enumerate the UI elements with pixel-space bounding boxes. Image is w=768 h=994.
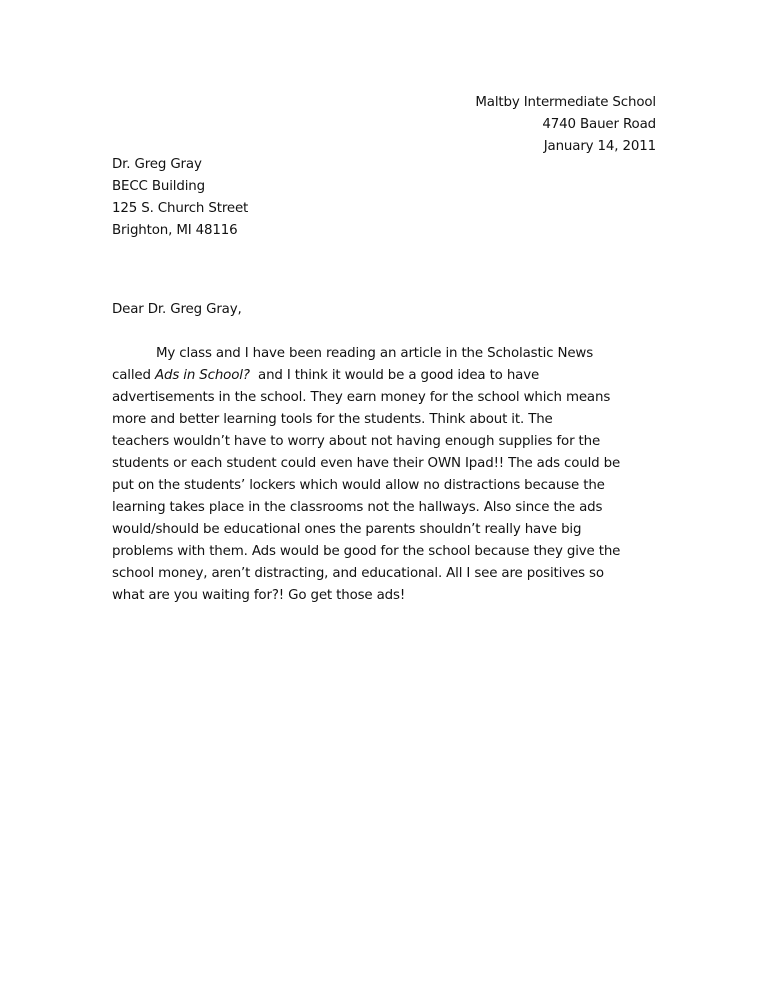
sender-school: Maltby Intermediate School bbox=[475, 95, 656, 110]
sender-street: 4740 Bauer Road bbox=[542, 117, 656, 132]
body-line: what are you waiting for?! Go get those ads! bbox=[112, 588, 406, 603]
body-line: problems with them. Ads would be good for the school because they give the bbox=[112, 544, 621, 559]
salutation: Dear Dr. Greg Gray, bbox=[112, 302, 242, 317]
letter-body-paragraph bbox=[112, 343, 660, 607]
recipient-building: BECC Building bbox=[112, 179, 205, 194]
body-line: would/should be educational ones the parents shouldn’t really have big bbox=[112, 522, 582, 537]
recipient-street: 125 S. Church Street bbox=[112, 201, 249, 216]
recipient-city-state-zip: Brighton, MI 48116 bbox=[112, 223, 238, 238]
recipient-address-block bbox=[112, 154, 248, 242]
recipient-name: Dr. Greg Gray bbox=[112, 157, 202, 172]
body-line: teachers wouldn’t have to worry about not having enough supplies for the bbox=[112, 434, 601, 449]
body-line: My class and I have been reading an article in the Scholastic News bbox=[156, 346, 594, 361]
letter-date: January 14, 2011 bbox=[543, 139, 656, 154]
body-line: students or each student could even have their OWN Ipad!! The ads could be bbox=[112, 456, 621, 471]
body-line: put on the students’ lockers which would allow no distractions because the bbox=[112, 478, 605, 493]
sender-address-block bbox=[475, 92, 656, 158]
body-text-fragment: called bbox=[112, 368, 155, 383]
body-line: more and better learning tools for the students. Think about it. The bbox=[112, 412, 553, 427]
body-line bbox=[112, 365, 660, 387]
body-text-fragment: and I think it would be a good idea to have bbox=[249, 368, 540, 383]
body-line: learning takes place in the classrooms not the hallways. Also since the ads bbox=[112, 500, 603, 515]
body-line: advertisements in the school. They earn money for the school which means bbox=[112, 390, 611, 405]
body-line: school money, aren’t distracting, and educational. All I see are positives so bbox=[112, 566, 604, 581]
article-title: Ads in School? bbox=[154, 368, 250, 383]
